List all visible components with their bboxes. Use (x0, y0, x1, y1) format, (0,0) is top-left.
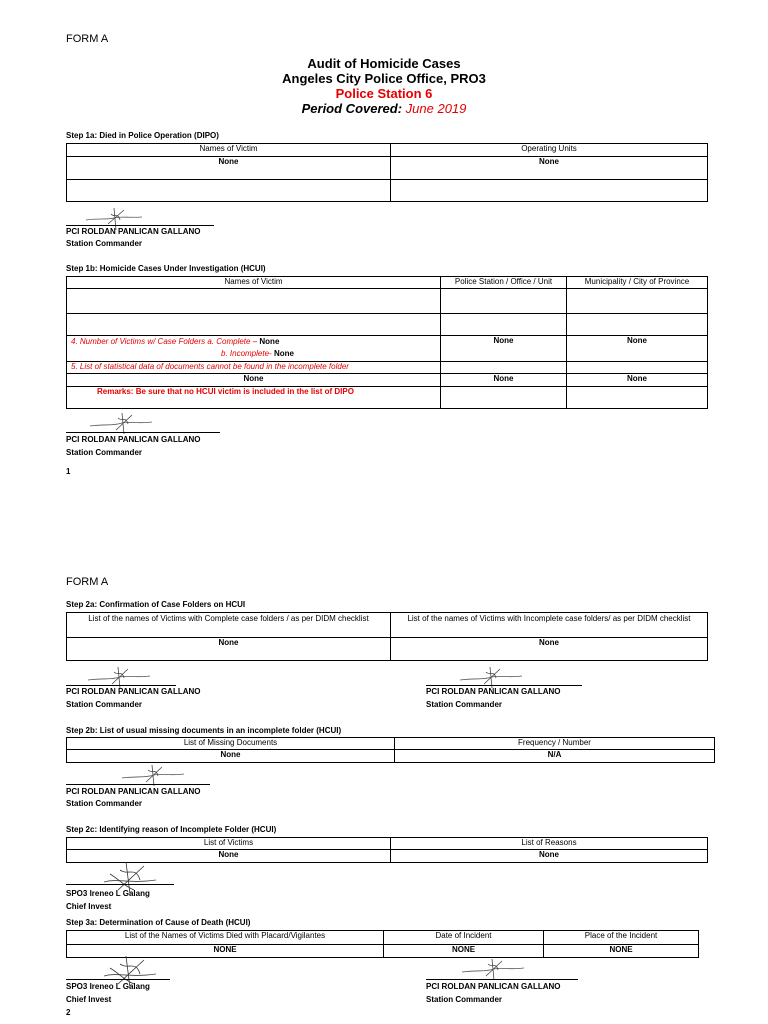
table-cell (567, 362, 708, 374)
page-number: 1 (66, 467, 71, 476)
station-title: Police Station 6 (335, 86, 433, 101)
signatory-name: PCI ROLDAN PANLICAN GALLANO (66, 787, 201, 796)
remarks: Remarks: Be sure that no HCUI victim is included in the list of DIPO (67, 387, 441, 409)
step1b-heading: Step 1b: Homicide Cases Under Investigation (HCUI) (66, 264, 266, 273)
table-cell (67, 180, 391, 202)
signature-line (66, 979, 170, 980)
table-cell (441, 362, 567, 374)
signatory-title: Station Commander (66, 239, 143, 248)
step2b-heading: Step 2b: List of usual missing documents in an incomplete folder (HCUI) (66, 726, 342, 735)
signatory-name: SPO3 Ireneo L Galang (66, 889, 150, 898)
table-cell: None (567, 336, 708, 362)
item4-complete: None (259, 337, 280, 346)
step1b-table (66, 276, 708, 409)
table-cell (567, 314, 708, 336)
signatory-name: SPO3 Ireneo L Galang (66, 982, 150, 991)
step2a-heading: Step 2a: Confirmation of Case Folders on HCUI (66, 600, 246, 609)
period-covered (0, 101, 768, 116)
signatory-name: PCI ROLDAN PANLICAN GALLANO (66, 687, 201, 696)
step3a-heading: Step 3a: Determination of Cause of Death (HCUI) (66, 918, 251, 927)
table-cell (567, 289, 708, 314)
table-header: Operating Units (391, 144, 708, 157)
table-cell (67, 314, 441, 336)
doc-title: Audit of Homicide Cases (307, 56, 461, 71)
signature-line (66, 432, 220, 433)
table-cell: None (67, 374, 441, 387)
table-cell (441, 289, 567, 314)
table-header: List of the names of Victims with Incomplete case folders/ as per DIDM checklist (391, 613, 708, 638)
signatory-name: PCI ROLDAN PANLICAN GALLANO (426, 687, 561, 696)
table-header: List of Victims (67, 838, 391, 850)
signature-line (66, 884, 174, 885)
table-cell: NONE (384, 945, 544, 958)
table-cell: None (67, 750, 395, 763)
signatory-title: Station Commander (66, 700, 143, 709)
table-header: List of Reasons (391, 838, 708, 850)
signatory-name: PCI ROLDAN PANLICAN GALLANO (66, 227, 201, 236)
item5-label: 5. List of statistical data of documents cannot be found in the incomplete folder (67, 362, 441, 374)
table-cell: None (67, 638, 391, 661)
table-cell: NONE (67, 945, 384, 958)
table-header: Place of the Incident (544, 931, 699, 945)
step2c-table (66, 837, 708, 863)
step1a-table (66, 143, 708, 202)
table-cell (567, 387, 708, 409)
signatory-title: Station Commander (426, 995, 503, 1004)
period-label: Period Covered: (301, 101, 403, 116)
table-cell (441, 387, 567, 409)
step1a-heading: Step 1a: Died in Police Operation (DIPO) (66, 131, 219, 140)
form-label: FORM A (66, 576, 109, 588)
table-cell: None (391, 638, 708, 661)
signatory-name: PCI ROLDAN PANLICAN GALLANO (426, 982, 561, 991)
table-cell: None (567, 374, 708, 387)
table-cell: N/A (395, 750, 715, 763)
table-header: Frequency / Number (395, 738, 715, 750)
table-header: Municipality / City of Province (567, 277, 708, 289)
period-value: June 2019 (405, 101, 467, 116)
item4-label: 4. Number of Victims w/ Case Folders a. Complete – (71, 337, 258, 346)
signatory-title: Station Commander (66, 799, 143, 808)
table-cell (67, 289, 441, 314)
doc-subtitle: Angeles City Police Office, PRO3 (282, 71, 486, 86)
table-header: Police Station / Office / Unit (441, 277, 567, 289)
signature-line (426, 979, 578, 980)
table-cell: None (67, 157, 391, 180)
table-cell: None (67, 850, 391, 863)
table-cell: None (391, 157, 708, 180)
item4-b-label: b. Incomplete- (221, 349, 272, 358)
signatory-title: Station Commander (426, 700, 503, 709)
signatory-title: Chief Invest (66, 902, 112, 911)
step3a-table (66, 930, 699, 958)
signature-line (66, 784, 210, 785)
table-header: List of Missing Documents (67, 738, 395, 750)
signatory-title: Station Commander (66, 448, 143, 457)
page-number: 2 (66, 1008, 71, 1017)
form-label: FORM A (66, 33, 109, 45)
case-folders-cell (67, 336, 441, 362)
table-cell: None (441, 374, 567, 387)
table-cell: None (391, 850, 708, 863)
table-cell (391, 180, 708, 202)
table-header: Names of Victim (67, 277, 441, 289)
table-cell: NONE (544, 945, 699, 958)
table-cell (441, 314, 567, 336)
table-header: List of the Names of Victims Died with Placard/Vigilantes (67, 931, 384, 945)
signatory-name: PCI ROLDAN PANLICAN GALLANO (66, 435, 201, 444)
step2c-heading: Step 2c: Identifying reason of Incomplete Folder (HCUI) (66, 825, 277, 834)
table-header: Names of Victim (67, 144, 391, 157)
step2b-table (66, 737, 715, 763)
signatory-title: Chief Invest (66, 995, 112, 1004)
table-cell: None (441, 336, 567, 362)
item4-incomplete: None (273, 349, 294, 358)
table-header: Date of Incident (384, 931, 544, 945)
step2a-table (66, 612, 708, 661)
table-header: List of the names of Victims with Complete case folders / as per DIDM checklist (67, 613, 391, 638)
